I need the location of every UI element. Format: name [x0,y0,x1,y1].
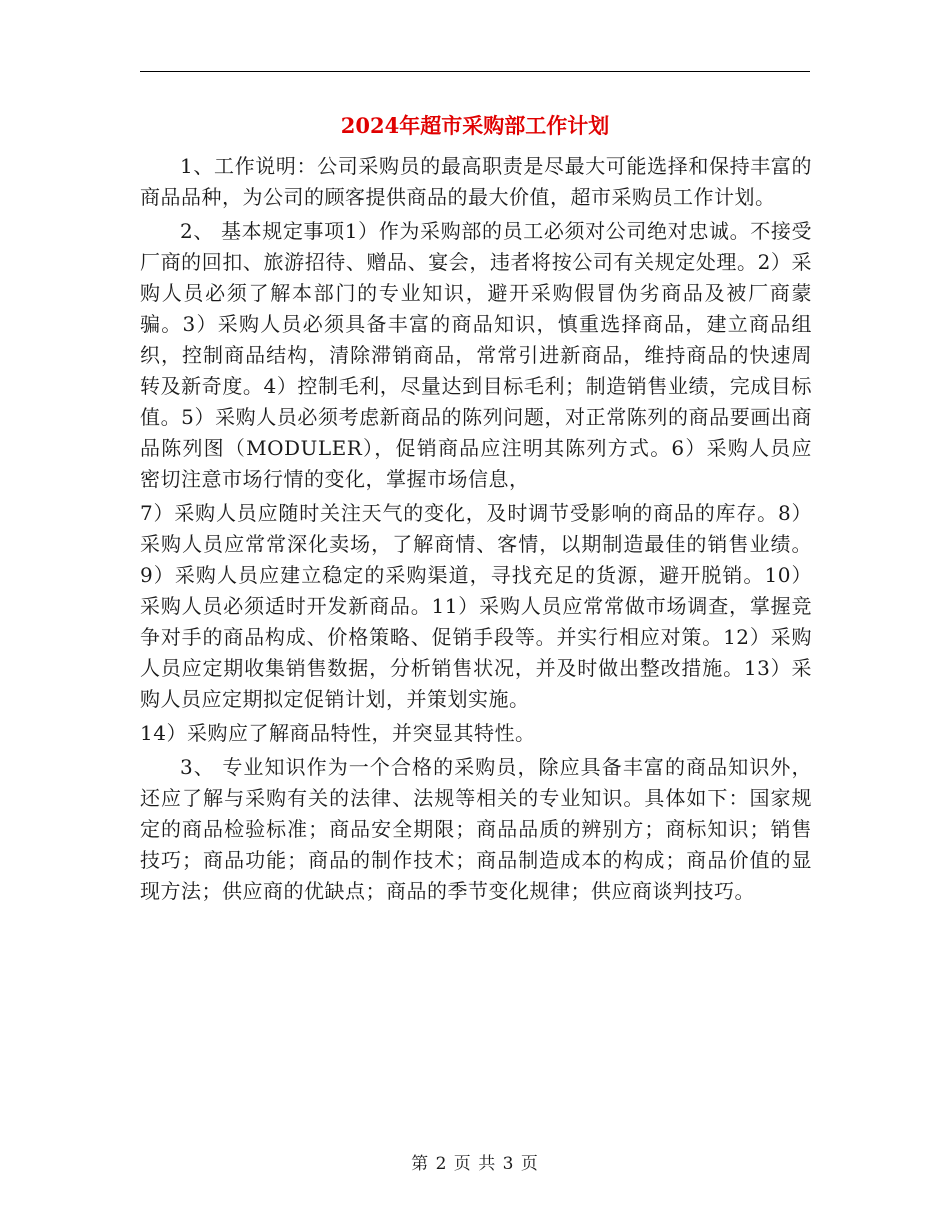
paragraph-professional-knowledge: 3、 专业知识作为一个合格的采购员，除应具备丰富的商品知识外，还应了解与采购有关的法律、法规等相关的专业知识。具体如下：国家规定的商品检验标准；商品安全期限；商品品质的辨别方；商标知识；销售技巧；商品功能；商品的制作技术；商品制造成本的构成；商品价值的显现方法；供应商的优缺点；商品的季节变化规律；供应商谈判技巧。 [140,755,812,903]
page-number-footer: 第 2 页 共 3 页 [411,1154,539,1174]
document-body [140,151,812,907]
paragraph-basic-rules: 2、 基本规定事项1）作为采购部的员工必须对公司绝对忠诚。不接受厂商的回扣、旅游招待、赠品、宴会，违者将按公司有关规定处理。2）采购人员必须了解本部门的专业知识，避开采购假冒伪劣商品及被厂商蒙骗。3）采购人员必须具备丰富的商品知识，慎重选择商品，建立商品组织，控制商品结构，清除滞销商品，常常引进新商品，维持商品的快速周转及新奇度。4）控制毛利，尽量达到目标毛利；制造销售业绩，完成目标值。5）采购人员必须考虑新商品的陈列问题，对正常陈列的商品要画出商品陈列图（MODULER），促销商品应注明其陈列方式。6）采购人员应密切注意市场行情的变化，掌握市场信息， [140,219,812,491]
document-title: 2024年超市采购部工作计划 [340,113,610,138]
paragraph-basic-rules-item-14: 14）采购应了解商品特性，并突显其特性。 [140,721,536,745]
paragraph-work-description: 1、工作说明：公司采购员的最高职责是尽最大可能选择和保持丰富的商品品种，为公司的顾客提供商品的最大价值，超市采购员工作计划。 [140,154,812,209]
header-rule [140,71,810,72]
paragraph-basic-rules-continued: 7）采购人员应随时关注天气的变化，及时调节受影响的商品的库存。8）采购人员应常常深化卖场，了解商情、客情，以期制造最佳的销售业绩。9）采购人员应建立稳定的采购渠道，寻找充足的货源，避开脱销。10）采购人员必须适时开发新商品。11）采购人员应常常做市场调查，掌握竞争对手的商品构成、价格策略、促销手段等。并实行相应对策。12）采购人员应定期收集销售数据，分析销售状况，并及时做出整改措施。13）采购人员应定期拟定促销计划，并策划实施。 [140,501,812,711]
